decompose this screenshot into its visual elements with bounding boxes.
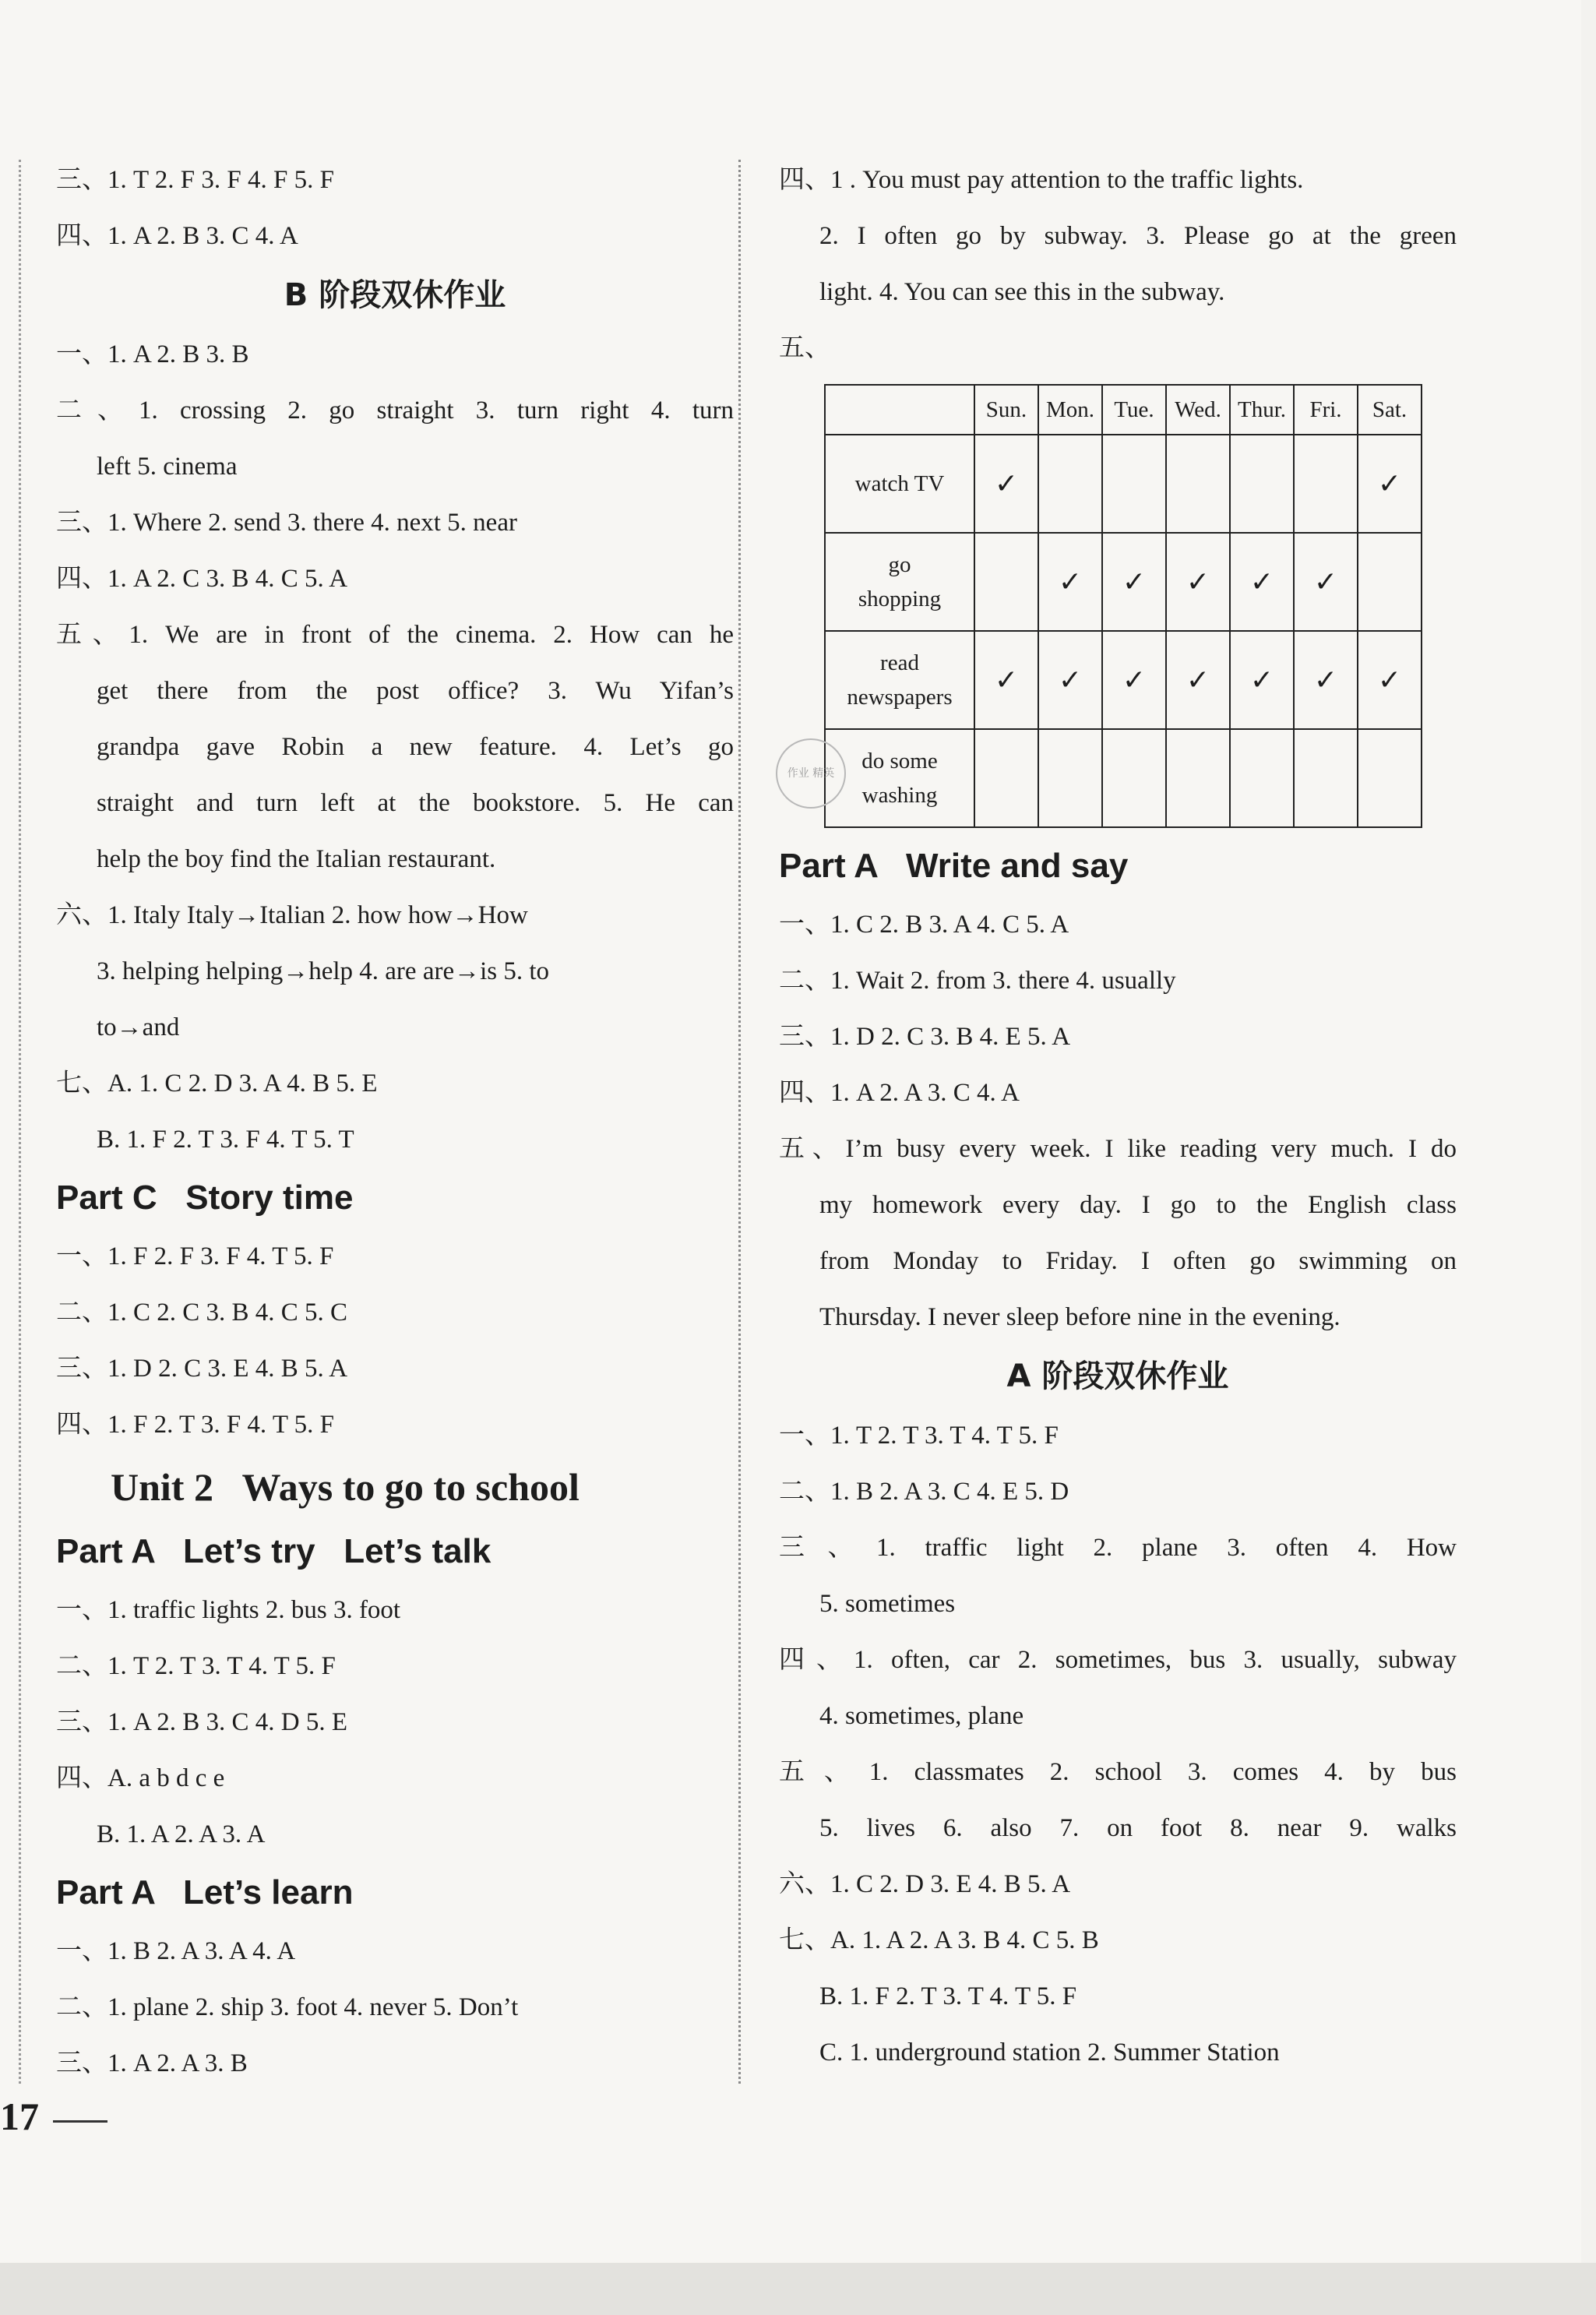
answer-line: 四、1. F 2. T 3. F 4. T 5. F — [56, 1411, 334, 1439]
weekly-schedule-table — [824, 384, 1422, 828]
answer-line: 四、1. often, car 2. sometimes, bus 3. usually, subway — [779, 1646, 1457, 1674]
check-cell: ✓ — [1166, 533, 1230, 631]
left-column — [56, 152, 734, 2091]
answer-line: grandpa gave Robin a new feature. 4. Let’s go — [97, 733, 734, 761]
page-number-dash — [53, 2120, 107, 2123]
answer-line: B. 1. F 2. T 3. T 4. T 5. F — [819, 1982, 1077, 2010]
check-cell — [974, 729, 1038, 827]
activity-label: watch TV — [825, 435, 974, 533]
day-header: Tue. — [1102, 385, 1166, 435]
table-row — [825, 729, 1422, 827]
answer-line: Thursday. I never sleep before nine in the evening. — [819, 1303, 1341, 1331]
answer-line: get there from the post office? 3. Wu Yifan’s — [97, 677, 734, 705]
check-cell: ✓ — [1102, 533, 1166, 631]
watermark-stamp: 作业 精英 — [776, 738, 846, 809]
right-column — [779, 152, 1457, 2081]
check-cell: ✓ — [1358, 631, 1422, 729]
answer-line: 二、1. crossing 2. go straight 3. turn right 4. turn — [56, 396, 734, 425]
check-cell: ✓ — [1230, 533, 1294, 631]
answer-line: 五、1. We are in front of the cinema. 2. How can he — [56, 621, 734, 649]
table-row — [825, 435, 1422, 533]
check-cell — [1038, 729, 1102, 827]
section-heading: A 阶段双休作业 — [1006, 1358, 1229, 1394]
check-cell — [1102, 729, 1166, 827]
answer-line: 一、1. C 2. B 3. A 4. C 5. A — [779, 911, 1069, 939]
answer-line: 七、A. 1. A 2. A 3. B 4. C 5. B — [779, 1926, 1099, 1954]
answer-line: 4. sometimes, plane — [819, 1702, 1024, 1730]
day-header: Thur. — [1230, 385, 1294, 435]
check-cell — [1102, 435, 1166, 533]
answer-line: 一、1. A 2. B 3. B — [56, 340, 249, 368]
check-cell: ✓ — [1038, 533, 1102, 631]
check-cell — [1294, 435, 1358, 533]
check-cell — [1166, 729, 1230, 827]
answer-line: 六、1. C 2. D 3. E 4. B 5. A — [779, 1870, 1071, 1898]
check-cell: ✓ — [1230, 631, 1294, 729]
page-number: 17 — [0, 2095, 39, 2138]
check-cell: ✓ — [1038, 631, 1102, 729]
answer-line: 三、1. traffic light 2. plane 3. often 4. How — [779, 1534, 1457, 1562]
answer-line: 五、 — [779, 334, 830, 362]
activity-label: do some washing — [825, 729, 974, 827]
answer-line: 三、1. A 2. A 3. B — [56, 2049, 248, 2077]
answer-line: 四、1. A 2. B 3. C 4. A — [56, 222, 298, 250]
check-cell: ✓ — [974, 435, 1038, 533]
part-heading: Part A Let’s learn — [56, 1873, 354, 1912]
answer-line: 二、1. plane 2. ship 3. foot 4. never 5. Don’t — [56, 1993, 519, 2021]
check-cell: ✓ — [974, 631, 1038, 729]
scan-margin — [0, 2263, 1596, 2315]
answer-line: straight and turn left at the bookstore. 5. He can — [97, 789, 734, 817]
answer-line: 四、1 . You must pay attention to the traffic lights. — [779, 166, 1304, 194]
day-header: Sun. — [974, 385, 1038, 435]
answer-line: 三、1. D 2. C 3. E 4. B 5. A — [56, 1355, 348, 1383]
table-row — [825, 533, 1422, 631]
answer-line: 二、1. B 2. A 3. C 4. E 5. D — [779, 1478, 1069, 1506]
check-cell — [1358, 729, 1422, 827]
answer-line: C. 1. underground station 2. Summer Station — [819, 2038, 1280, 2067]
check-cell: ✓ — [1294, 631, 1358, 729]
check-cell — [1038, 435, 1102, 533]
activity-label: go shopping — [825, 533, 974, 631]
day-header: Fri. — [1294, 385, 1358, 435]
check-cell — [1230, 729, 1294, 827]
check-cell — [974, 533, 1038, 631]
part-heading: Part A Write and say — [779, 847, 1129, 885]
table-row — [825, 631, 1422, 729]
answer-line: 三、1. D 2. C 3. B 4. E 5. A — [779, 1023, 1071, 1051]
answer-line: help the boy find the Italian restaurant. — [97, 845, 496, 873]
answer-line: 二、1. Wait 2. from 3. there 4. usually — [779, 967, 1176, 995]
answer-line: 三、1. Where 2. send 3. there 4. next 5. near — [56, 509, 517, 537]
part-heading: Part A Let’s try Let’s talk — [56, 1532, 491, 1570]
answer-line: B. 1. F 2. T 3. F 4. T 5. T — [97, 1126, 354, 1154]
unit-heading: Unit 2 Ways to go to school — [111, 1465, 580, 1509]
answer-line: 5. lives 6. also 7. on foot 8. near 9. walks — [819, 1814, 1457, 1842]
answer-line: 五、1. classmates 2. school 3. comes 4. by bus — [779, 1758, 1457, 1786]
answer-line: 四、A. a b d c e — [56, 1764, 225, 1792]
answer-line: 四、1. A 2. C 3. B 4. C 5. A — [56, 565, 348, 593]
answer-line: 五、I’m busy every week. I like reading very much. I do — [779, 1135, 1457, 1163]
check-cell: ✓ — [1294, 533, 1358, 631]
day-header: Sat. — [1358, 385, 1422, 435]
column-divider — [738, 160, 741, 2084]
answer-line: 二、1. T 2. T 3. T 4. T 5. F — [56, 1652, 336, 1680]
activity-label: read newspapers — [825, 631, 974, 729]
answer-line: 七、A. 1. C 2. D 3. A 4. B 5. E — [56, 1069, 378, 1098]
answer-line: 一、1. T 2. T 3. T 4. T 5. F — [779, 1422, 1059, 1450]
section-heading: B 阶段双休作业 — [284, 277, 506, 313]
answer-line: 三、1. T 2. F 3. F 4. F 5. F — [56, 166, 334, 194]
answer-line: 2. I often go by subway. 3. Please go at the green — [819, 222, 1457, 250]
answer-line: 一、1. F 2. F 3. F 4. T 5. F — [56, 1242, 334, 1270]
answer-line: 5. sometimes — [819, 1590, 956, 1618]
table-corner-cell — [825, 385, 974, 435]
part-heading: Part C Story time — [56, 1179, 354, 1217]
check-cell — [1166, 435, 1230, 533]
answer-line: my homework every day. I go to the English class — [819, 1191, 1457, 1219]
answer-line: left 5. cinema — [97, 453, 238, 481]
answer-line: from Monday to Friday. I often go swimming on — [819, 1247, 1457, 1275]
answer-line: B. 1. A 2. A 3. A — [97, 1820, 266, 1848]
left-margin-rule — [19, 160, 21, 2084]
answer-line: 一、1. traffic lights 2. bus 3. foot — [56, 1596, 401, 1624]
day-header: Mon. — [1038, 385, 1102, 435]
check-cell: ✓ — [1102, 631, 1166, 729]
answer-line: 三、1. A 2. B 3. C 4. D 5. E — [56, 1708, 348, 1736]
check-cell — [1294, 729, 1358, 827]
day-header: Wed. — [1166, 385, 1230, 435]
check-cell — [1358, 533, 1422, 631]
check-cell: ✓ — [1358, 435, 1422, 533]
answer-line: 二、1. C 2. C 3. B 4. C 5. C — [56, 1298, 348, 1327]
answer-line: 六、1. Italy Italy→Italian 2. how how→How — [56, 901, 528, 929]
answer-line: 一、1. B 2. A 3. A 4. A — [56, 1937, 296, 1965]
answer-line: to→and — [97, 1013, 180, 1041]
answer-line: 四、1. A 2. A 3. C 4. A — [779, 1079, 1020, 1107]
check-cell: ✓ — [1166, 631, 1230, 729]
answer-line: light. 4. You can see this in the subway. — [819, 278, 1225, 306]
answer-line: 3. helping helping→help 4. are are→is 5. to — [97, 957, 550, 985]
check-cell — [1230, 435, 1294, 533]
